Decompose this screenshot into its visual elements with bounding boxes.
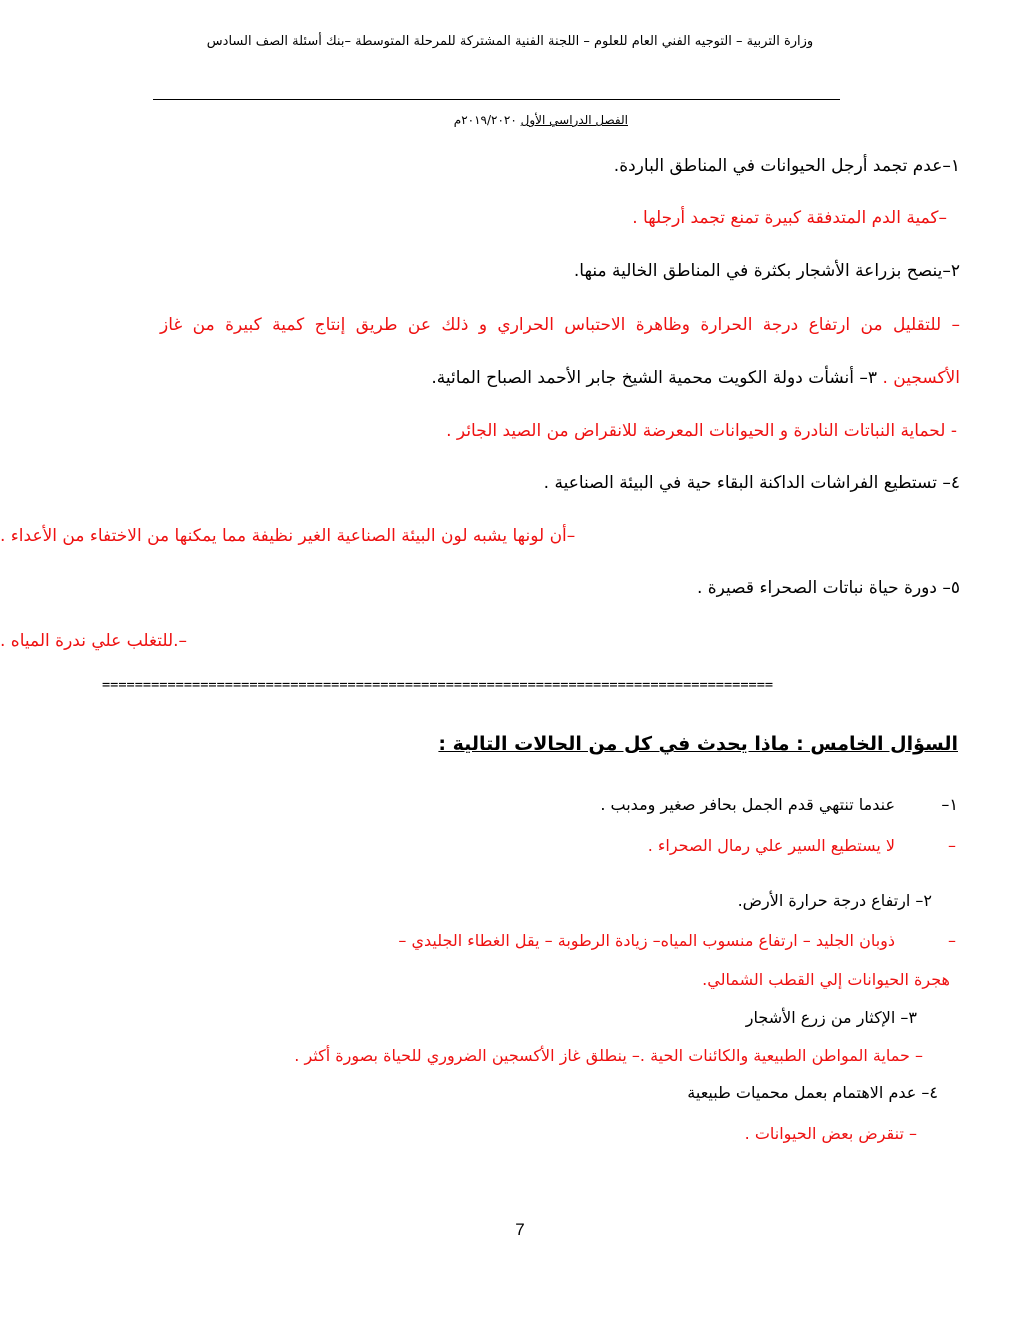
header-rule (153, 99, 840, 100)
section5-title: السؤال الخامس : ماذا يحدث في كل من الحالات التالية : (438, 733, 958, 755)
q5-item-2-answer-cont: هجرة الحيوانات إلي القطب الشمالي. (702, 970, 950, 989)
q5-item-4-answer: – تنقرض بعض الحيوانات . (744, 1124, 917, 1143)
q4-item-2-question: ٢–ينصح بزراعة الأشجار بكثرة في المناطق الخالية منها. (573, 261, 960, 281)
q4-item-5-question: ٥– دورة حياة نباتات الصحراء قصيرة . (696, 578, 960, 598)
q4-item-4-question: ٤– تستطيع الفراشات الداكنة البقاء حية في البيئة الصناعية . (543, 473, 960, 493)
q5-item-1-dash: – (948, 836, 956, 855)
q4-item-5-answer: –.للتغلب علي ندرة المياه . (0, 631, 188, 651)
q4-item-2-answer: – للتقليل من ارتفاع درجة الحرارة وظاهرة الاحتباس الحراري و ذلك عن طريق إنتاج كمية كبيرة من غاز (160, 315, 960, 335)
q5-item-1-number: ١– (941, 795, 958, 814)
term-label: الفصل الدراسي الأول (520, 113, 628, 127)
section-divider: ================================================================================== (102, 677, 774, 693)
q4-item-3-line (431, 368, 960, 388)
q5-item-2-dash: – (948, 931, 956, 950)
q5-item-3-answer: – حماية المواطن الطبيعية والكائنات الحية .– ينطلق غاز الأكسجين الضروري للحياة بصورة أكثر . (294, 1046, 923, 1065)
q5-item-4-question: ٤– عدم الاهتمام بعمل محميات طبيعية (687, 1083, 938, 1102)
q4-item-1-answer: –كمية الدم المتدفقة كبيرة تمنع تجمد أرجلها . (632, 208, 947, 228)
q4-item-3-answer: - لحماية النباتات النادرة و الحيوانات المعرضة للانقراض من الصيد الجائر . (446, 421, 957, 441)
q4-item-1-question: ١–عدم تجمد أرجل الحيوانات في المناطق الباردة. (613, 156, 960, 176)
q4-item-2-answer-cont: الأكسجين . (882, 368, 960, 388)
q4-item-3-question: ٣– أنشأت دولة الكويت محمية الشيخ جابر الأحمد الصباح المائية. (431, 368, 878, 388)
term-year: ٢٠١٩/٢٠٢٠م (453, 113, 517, 127)
q5-item-2-answer: ذوبان الجليد – ارتفاع منسوب المياه– زيادة الرطوبة – يقل الغطاء الجليدي – (398, 931, 895, 950)
q5-item-2-question: ٢– ارتفاع درجة حرارة الأرض. (737, 891, 932, 910)
ministry-header: وزارة التربية – التوجيه الفني العام للعلوم – اللجنة الفنية المشتركة للمرحلة المتوسطة –بنك أسئلة الصف السادس (206, 34, 814, 49)
q5-item-3-question: ٣– الإكثار من زرع الأشجار (745, 1008, 917, 1027)
q4-item-4-answer: –أن لونها يشبه لون البيئة الصناعية الغير نظيفة مما يمكنها من الاختفاء من الأعداء . (0, 526, 576, 546)
term-line (400, 113, 628, 127)
q5-item-1-answer: لا يستطيع السير علي رمال الصحراء . (647, 836, 895, 855)
q5-item-1-question: عندما تنتهي قدم الجمل بحافر صغير ومدبب . (600, 795, 895, 814)
page-number: 7 (515, 1220, 525, 1239)
